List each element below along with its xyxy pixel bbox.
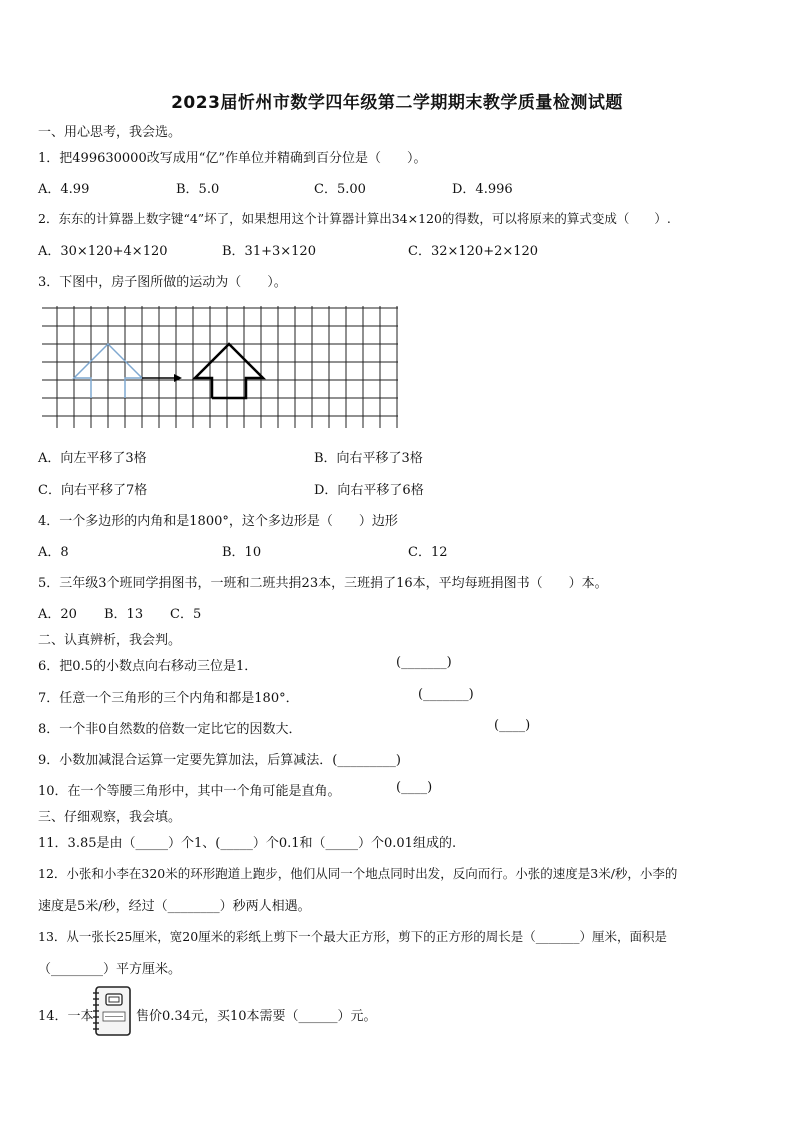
section-3-heading: 三、仔细观察，我会填。 <box>38 810 182 825</box>
question-4: 4．一个多边形的内角和是1800°，这个多边形是（ ）边形 <box>38 514 398 529</box>
q2-option-c[interactable]: C．32×120+2×120 <box>408 244 539 259</box>
translation-grid-figure <box>42 306 398 428</box>
question-1: 1．把499630000改写成用“亿”作单位并精确到百分位是（ ）。 <box>38 151 427 166</box>
question-14-suffix[interactable]: 售价0.34元，买10本需要（______）元。 <box>136 1009 377 1024</box>
q4-option-c[interactable]: C．12 <box>408 545 448 560</box>
q4-option-a[interactable]: A．8 <box>38 545 69 560</box>
q4-option-b[interactable]: B．10 <box>222 545 262 560</box>
q1-option-d[interactable]: D．4.996 <box>452 182 513 197</box>
q6-answer-blank[interactable]: (_______) <box>396 655 452 670</box>
question-10: 10．在一个等腰三角形中，其中一个角可能是直角。 <box>38 784 341 799</box>
question-11[interactable]: 11．3.85是由（_____）个1、(_____）个0.1和（_____）个0.01组成的. <box>38 836 457 851</box>
q5-option-a[interactable]: A．20 <box>38 607 77 622</box>
grid-lines <box>42 306 398 428</box>
question-12-line-2[interactable]: 速度是5米/秒，经过（________）秒两人相遇。 <box>38 899 311 914</box>
question-14-prefix: 14．一本 <box>38 1009 94 1024</box>
q5-option-b[interactable]: B．13 <box>104 607 144 622</box>
question-3: 3．下图中，房子图所做的运动为（ ）。 <box>38 275 287 290</box>
q1-option-c[interactable]: C．5.00 <box>314 182 366 197</box>
q2-option-a[interactable]: A．30×120+4×120 <box>38 244 168 259</box>
question-7: 7．任意一个三角形的三个内角和都是180°． <box>38 691 299 706</box>
question-9[interactable]: 9．小数加减混合运算一定要先算加法，后算减法．(_________) <box>38 753 401 768</box>
q1-option-a[interactable]: A．4.99 <box>38 182 90 197</box>
question-6: 6．把0.5的小数点向右移动三位是1． <box>38 659 258 674</box>
q2-option-b[interactable]: B．31+3×120 <box>222 244 316 259</box>
q5-option-c[interactable]: C．5 <box>170 607 202 622</box>
q3-option-d[interactable]: D．向右平移了6格 <box>314 483 424 498</box>
q7-answer-blank[interactable]: (_______) <box>418 687 474 702</box>
q3-option-c[interactable]: C．向右平移了7格 <box>38 483 148 498</box>
q8-answer-blank[interactable]: (____) <box>494 718 531 733</box>
question-8: 8．一个非0自然数的倍数一定比它的因数大． <box>38 722 302 737</box>
q3-option-b[interactable]: B．向右平移了3格 <box>314 451 423 466</box>
question-2: 2．东东的计算器上数字键“4”坏了，如果想用这个计算器计算出34×120的得数，可以将原来的算式变成（ ）. <box>38 211 671 226</box>
notebook-icon <box>92 985 134 1037</box>
moved-house-outline <box>195 344 263 398</box>
section-2-heading: 二、认真辨析，我会判。 <box>38 633 182 648</box>
question-13-line-1[interactable]: 13．从一张长25厘米，宽20厘米的彩纸上剪下一个最大正方形，剪下的正方形的周长是（_______）厘米，面积是 <box>38 929 667 944</box>
question-5: 5．三年级3个班同学捐图书，一班和二班共捐23本，三班捐了16本，平均每班捐图书（ ）本。 <box>38 576 608 591</box>
question-13-line-2[interactable]: （________）平方厘米。 <box>38 962 182 977</box>
q1-option-b[interactable]: B．5.0 <box>176 182 220 197</box>
q3-option-a[interactable]: A．向左平移了3格 <box>38 451 147 466</box>
arrow-head-icon <box>174 374 182 382</box>
page-title: 2023届忻州市数学四年级第二学期期末教学质量检测试题 <box>171 93 623 113</box>
question-12-line-1: 12．小张和小李在320米的环形跑道上跑步，他们从同一个地点同时出发，反向而行。小张的速度是3米/秒，小李的 <box>38 866 678 881</box>
q10-answer-blank[interactable]: (____) <box>396 780 433 795</box>
section-1-heading: 一、用心思考，我会选。 <box>38 125 182 140</box>
